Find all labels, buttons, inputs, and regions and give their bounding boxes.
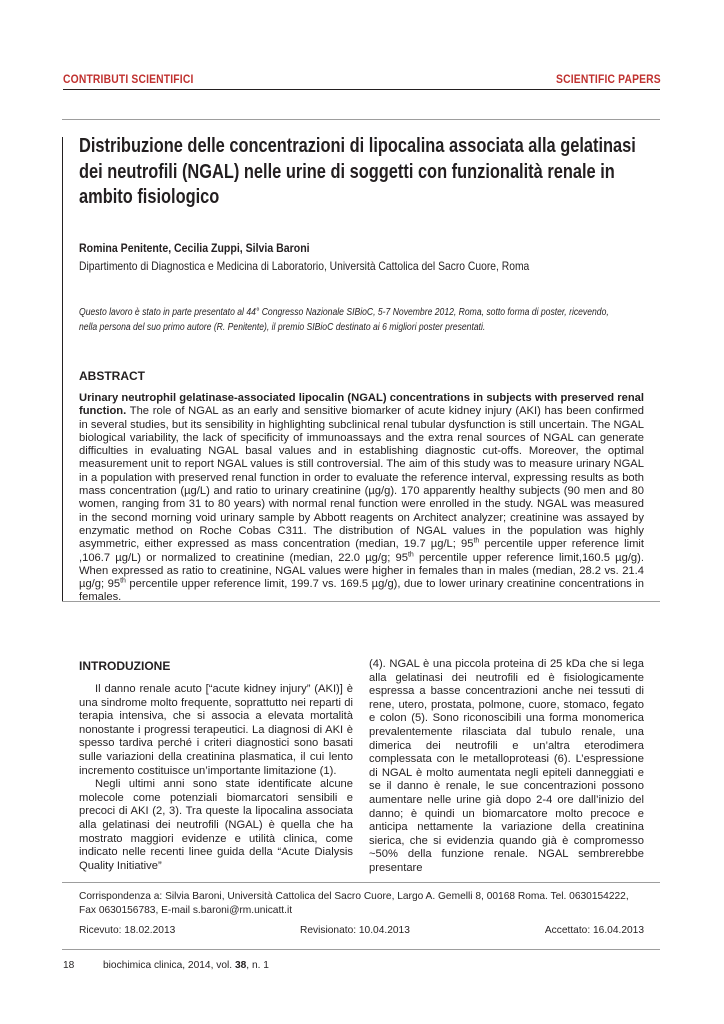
abstract-text-4: percentile upper reference limit, 199.7 vs. 169.5 µg/g), due to lower urinary creatinine concentrations in females. — [79, 578, 644, 604]
abstract-text-1: The role of NGAL as an early and sensitive biomarker of acute kidney injury (AKI) has been confirmed in several studies, but its sensibility in highlighting subclinical renal tubular dysfunction is still uncertain. The NGAL biological variability, the lack of specificity of immunoassays and the extra renal sources of NGAL can generate difficulties in evaluating NGAL basal values and in establishing diagnostic cut-offs. Moreover, the optimal measurement unit to report NGAL values is still controversial. The aim of this study was to measure urinary NGAL in a population with preserved renal function in order to evaluate the reference interval, expressing results as both mass concentration (µg/L) and ratio to urinary creatinine (µg/g). 170 apparently healthy subjects (90 men and 80 women, ranging from 31 to 80 years) with normal renal function were enrolled in the study. NGAL was measured in the second morning void urinary sample by Abbott reagents on Architect analyzer; creatinine was assayed by enzymatic method on Roche Cobas C311. The distribution of NGAL values in the population was highly asymmetric, either expressed as mass concentration (median, 19.7 µg/L; 95 — [79, 405, 644, 551]
dates-divider — [62, 949, 660, 950]
journal-volume: 38 — [234, 960, 247, 971]
journal-citation — [103, 960, 269, 971]
title-top-divider — [62, 119, 660, 120]
presentation-note-line-2: nella persona del suo primo autore (R. Penitente), il premio SIBioC destinato ai 6 migliori poster presentati. — [79, 321, 486, 333]
introduction-left-column — [79, 683, 353, 873]
section-label-italian: CONTRIBUTI SCIENTIFICI — [63, 72, 194, 86]
article-authors: Romina Penitente, Cecilia Zuppi, Silvia Baroni — [79, 241, 310, 255]
article-affiliation: Dipartimento di Diagnostica e Medicina di Laboratorio, Università Cattolica del Sacro Cuore, Roma — [79, 259, 530, 273]
abstract-sup-2: th — [407, 550, 414, 558]
section-label-english: SCIENTIFIC PAPERS — [556, 72, 661, 86]
revised-date: Revisionato: 10.04.2013 — [300, 925, 410, 936]
abstract-body — [79, 392, 644, 605]
introduction-right-column — [369, 658, 644, 876]
abstract-sup-3: th — [120, 577, 126, 585]
introduction-paragraph-1: Il danno renale acuto [“acute kidney injury” (AKI)] è una sindrome molto frequente, soprattutto nei reparti di terapia intensiva, che si associa a elevata mortalità nonostante i progressi terapeutici. La diagnosi di AKI è spesso tardiva perché i criteri diagnostici sono basati sulle variazioni della creatinina plasmatica, il cui lento incremento costituisce un’importante limitazione (1). — [79, 683, 353, 777]
presentation-note — [79, 306, 664, 335]
abstract-sup-1: th — [473, 537, 480, 545]
abstract-lead: Urinary neutrophil gelatinase-associated lipocalin (NGAL) concentrations in subjects with preserved renal function. — [79, 392, 644, 418]
journal-prefix: biochimica clinica, 2014, vol. — [103, 960, 235, 971]
presentation-note-line-1: Questo lavoro è stato in parte presentato al 44° Congresso Nazionale SIBioC, 5-7 Novembre 2012, Roma, sotto forma di poster, ricevendo, — [79, 307, 609, 318]
accepted-date: Accettato: 16.04.2013 — [544, 925, 644, 936]
journal-suffix: , n. 1 — [246, 960, 269, 971]
abstract-bottom-divider — [62, 601, 660, 602]
abstract-text-2: percentile upper reference limit ,106.7 µg/L) or normalized to creatinine (median, 22.0 µg/g; 95 — [79, 538, 645, 564]
title-block-left-rule — [62, 137, 63, 602]
abstract-heading: ABSTRACT — [79, 369, 145, 383]
article-title: Distribuzione delle concentrazioni di lipocalina associata alla gelatinasi dei neutrofili (NGAL) nelle urine di soggetti con funzionalità renale in ambito fisiologico — [79, 135, 636, 208]
correspondence-note: Corrispondenza a: Silvia Baroni, Università Cattolica del Sacro Cuore, Largo A. Gemelli 8, 00168 Roma. Tel. 0630154222, Fax 0630156783, E-mail s.baroni@rm.unicatt.it — [79, 891, 629, 916]
abstract-text-3: percentile upper reference limit,160.5 µg/g). When expressed as ratio to creatinine, NGAL values were higher in females than in males (median, 28.2 vs. 21.4 µg/g; 95 — [79, 551, 644, 591]
introduction-heading: INTRODUZIONE — [79, 659, 171, 673]
introduction-paragraph-2: Negli ultimi anni sono state identificate alcune molecole come potenziali biomarcatori sensibili e precoci di AKI (2, 3). Tra queste la lipocalina associata alla gelatinasi dei neutrofili (NGAL) è quella che ha mostrato maggiori evidenze e utilità clinica, come indicato nelle recenti linee guida della “Acute Dialysis Quality Initiative” — [79, 778, 353, 872]
received-date: Ricevuto: 18.02.2013 — [79, 925, 176, 936]
header-divider — [63, 89, 660, 90]
introduction-paragraph-3: (4). NGAL è una piccola proteina di 25 kDa che si lega alla gelatinasi dei neutrofili ed è fisiologicamente espressa a basse concentrazioni anche nei tessuti di rene, utero, prostata, polmone, cuore, stomaco, fegato e colon (5). Sono riconoscibili una forma monomerica prevalentemente rilasciata dal tubulo renale, una dimerica dei neutrofili e un’altra eterodimera complessata con le metalloproteasi (6). L’espressione di NGAL è molto aumentata negli epiteli danneggiati e se il danno è renale, le sue concentrazioni possono aumentare nelle urine già dopo 2-4 ore dall’inizio del danno; è quindi un biomarcatore molto precoce e anticipa nettamente la variazione della creatinina sierica, che si evidenzia quando già è compromesso ~50% della funzione renale. NGAL sembrerebbe presentare — [369, 658, 644, 874]
page-number: 18 — [63, 960, 75, 971]
correspondence-divider — [62, 882, 660, 883]
